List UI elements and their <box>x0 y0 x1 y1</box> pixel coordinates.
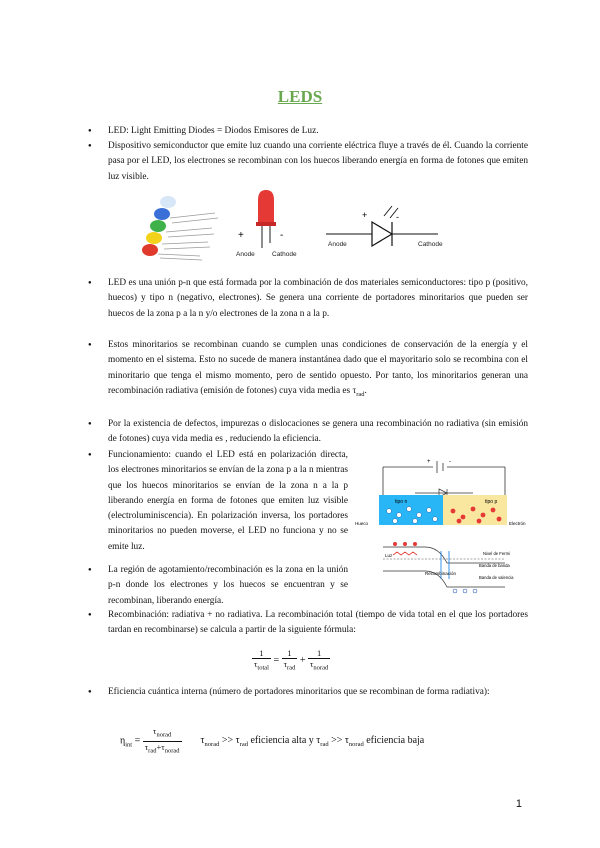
bullet-radiative-recombination <box>108 338 528 402</box>
page-title: LEDS <box>277 87 323 106</box>
tipo-p-label: tipo p <box>485 499 498 505</box>
band-electrons <box>393 542 417 546</box>
luz-label: Luz <box>385 553 393 558</box>
band-holes <box>453 589 477 593</box>
led-illustrations <box>140 188 480 264</box>
bullet-functioning <box>108 448 348 555</box>
battery-plus: + <box>427 459 431 465</box>
bullet-nonradiative <box>108 417 528 448</box>
recombination-label: Recombinación <box>425 571 457 576</box>
bullet-semiconductor <box>108 139 528 185</box>
bullet-pn-junction <box>108 276 528 322</box>
schematic-plus: + <box>362 210 368 220</box>
anode-label: Anode <box>236 251 255 258</box>
bullet-text: Dispositivo semiconductor que emite luz cuando una corriente eléctrica fluye a través de él. Cuando la corriente pasa por el LED, los electrones se recombinan con los huecos liberando energía en forma de fotones que emiten luz visible. <box>108 141 528 182</box>
bullet-led-definition <box>108 124 528 139</box>
bullet-text: LED: Light Emitting Diodes = Diodos Emisores de Luz. <box>108 126 319 136</box>
minus-sign: - <box>280 230 284 241</box>
bullet-depletion-region <box>108 563 348 609</box>
bullet-period: . <box>364 385 367 396</box>
equals-sign: = <box>273 655 280 667</box>
formula-total-lifetime <box>252 648 330 674</box>
battery-minus: - <box>449 459 451 465</box>
bullet-recombination <box>108 608 528 639</box>
electron-label: Electrón <box>509 521 526 526</box>
efficiency-condition: $\tau_{norad} >> \tau_{rad}$ eficiencia alta y $\tau_{rad} >> \tau_{norad}$ eficiencia baja <box>200 735 425 749</box>
page-number: 1 <box>515 798 522 810</box>
plus-sign: + <box>238 230 244 241</box>
fraction-total: $\frac{1}{\tau_{total}}$ <box>254 648 269 672</box>
valence-band-label: Banda de valencia <box>479 575 514 580</box>
conduction-band-label: Banda de banda <box>479 563 510 568</box>
tau-rad-subscript: rad <box>356 390 365 398</box>
light-emission-arrow <box>393 552 417 555</box>
led-schematic-symbol <box>326 206 443 248</box>
bullet-text: Por la existencia de defectos, impurezas o dislocaciones se genera una recombinación no radiativa (sin emisión de fotones) cuya vida media es , reduciendo la eficiencia. <box>108 419 528 445</box>
bullet-text: Recombinación: radiativa + no radiativa. La recombinación total (tiempo de vida total en el que los portadores tardan en recombinarse) se calcula a partir de la siguiente fórmula: <box>108 610 528 636</box>
battery-circuit <box>383 461 505 495</box>
efficiency-fraction: $\frac{\tau_{norad}}{\tau_{rad}+\tau_{norad}}$ <box>144 726 180 755</box>
pn-junction-diagram <box>355 455 530 595</box>
cathode-label: Cathode <box>272 251 297 258</box>
tipo-n-label: tipo n <box>395 499 408 505</box>
bullet-text: La región de agotamiento/recombinación es la zona en la unión p-n donde los electrones y los huecos se encuentran y se recombinan, liberando energía. <box>108 565 348 606</box>
schematic-anode-label: Anode <box>328 241 347 248</box>
bullet-text: LED es una unión p-n que está formada por la combinación de dos materiales semiconductores: tipo p (positivo, huecos) y tipo n (negativo, electrones). Se genera una corriente de portadores minoritarios que pueden ser huecos de la zona p a la n y/o electrones de la zona n a la p. <box>108 278 528 319</box>
bullet-text: Eficiencia cuántica interna (número de portadores minoritarios que se recombinan de forma radiativa): <box>108 687 490 697</box>
plus-sign: + <box>299 655 306 667</box>
colored-leds-photo <box>142 196 218 260</box>
formula-efficiency: $\eta_{int}$ = $\frac{\tau_{norad}}{\tau_{rad}+\tau_{norad}}$ $\tau_{norad} >> \tau_{rad}$ eficiencia alta y $\tau_{rad} >> \tau_{norad}$ eficiencia baja <box>120 726 425 755</box>
eta-symbol: η <box>120 735 126 747</box>
bullet-internal-efficiency <box>108 685 528 700</box>
fraction-norad: $\frac{1}{\tau_{norad}}$ <box>310 648 329 672</box>
hueco-label: Hueco <box>355 521 369 526</box>
fraction-rad: $\frac{1}{\tau_{rad}}$ <box>283 648 296 672</box>
fermi-level-label: Nivel de Fermi <box>483 551 510 556</box>
schematic-minus: - <box>396 212 399 222</box>
bullet-text: Estos minoritarios se recombinan cuando se cumplen unas condiciones de conservación de la energía y el momento en el sistema. Esto no sucede de manera instantánea dado que el mayoritario solo se recombina con el minoritario que tenga el mismo momento, pero de sentido opuesto. Por tanto, los minoritarios generan una recombinación radiativa (emisión de fotones) cuya vida media es τ <box>108 340 528 396</box>
schematic-cathode-label: Cathode <box>418 241 443 248</box>
red-led-symbol <box>236 190 297 258</box>
bullet-text: Funcionamiento: cuando el LED está en polarización directa, los electrones minoritarios se envían de la zona p a la n mientras que los huecos minoritarios se envían de la zona n a la p liberando energía en forma de fotones que emiten luz visible (electroluminiscencia). En polarización inversa, los portadores minoritarios no pueden moverse, el LED no funciona y no se emite luz. <box>108 450 348 552</box>
